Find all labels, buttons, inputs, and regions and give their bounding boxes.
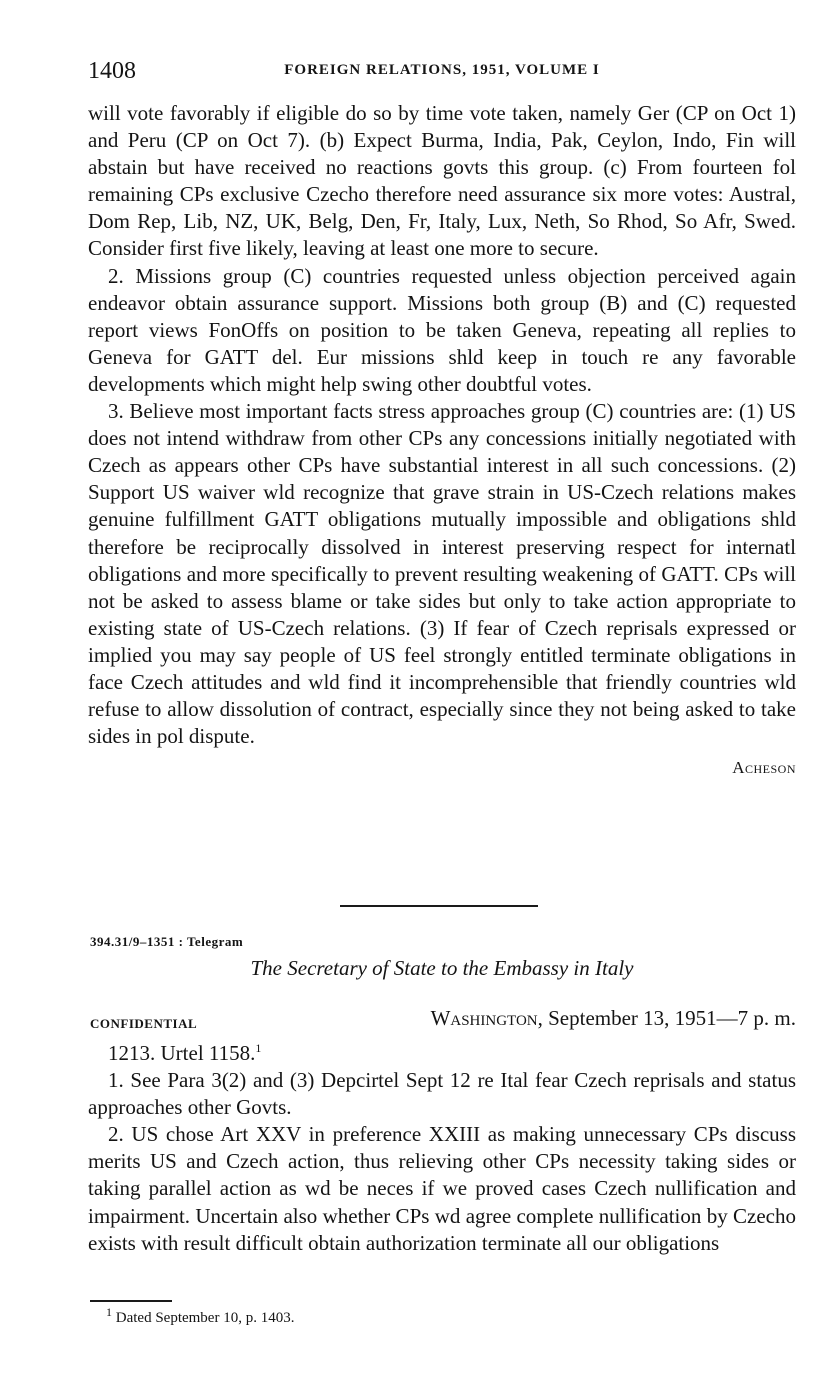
signature: Acheson <box>732 758 796 778</box>
section-divider <box>340 905 538 907</box>
opening-text: 1213. Urtel 1158. <box>108 1041 256 1065</box>
classification-label: CONFIDENTIAL <box>90 1016 198 1031</box>
dateline <box>431 1006 796 1031</box>
running-head: FOREIGN RELATIONS, 1951, VOLUME I <box>284 62 600 78</box>
footnote-divider <box>90 1300 172 1302</box>
page-header <box>88 58 796 94</box>
paragraph-3: 3. Believe most important facts stress approaches group (C) countries are: (1) US does not intend withdraw from other CPs any concessions initially negotiated with Czech as appears other CPs have substantial interest in all such concessions. (2) Support US waiver wld recognize that grave strain in US-Czech relations makes genuine fulfillment GATT obligations mutually impossible and obligations shld therefore be reciprocally dissolved in interest preserving respect for internatl obligations and more specifically to prevent resulting weakening of GATT. CPs will not be asked to assess blame or take sides but only to take action appropriate to existing state of US-Czech relations. (3) If fear of Czech reprisals expressed or implied you may say people of US feel strongly entitled terminate obligations in face Czech attitudes and wld find it incomprehensible that friendly countries wld refuse to allow dissolution of contract, especially since they not being asked to take sides in pol dispute. <box>88 399 796 749</box>
paragraph-continued: will vote favorably if eligible do so by time vote taken, namely Ger (CP on Oct 1) and Peru (CP on Oct 7). (b) Expect Burma, India, Pak, Ceylon, Indo, Fin will abstain but have received no reactions govts this group. (c) From fourteen fol remaining CPs exclusive Czecho therefore need assurance six more votes: Austral, Dom Rep, Lib, NZ, UK, Belg, Den, Fr, Italy, Lux, Neth, So Rhod, So Afr, Swed. Consider first five likely, leaving at least one more to secure. <box>88 101 796 261</box>
paragraph-2: 2. Missions group (C) countries requested unless objection perceived again endeavor obtain assurance support. Missions both group (B) and (C) requested report views FonOffs on position to be taken Geneva, repeating all replies to Geneva for GATT del. Eur missions shld keep in touch re any favorable developments which might help swing other doubtful votes. <box>88 263 796 396</box>
document-title: The Secretary of State to the Embassy in Italy <box>250 956 634 980</box>
footnote-text: Dated September 10, p. 1403. <box>115 1310 295 1326</box>
footnote-marker: 1 <box>106 1305 112 1319</box>
footnote-reference: 1 <box>255 1041 262 1055</box>
footnote <box>106 1305 295 1327</box>
telegram-paragraph-1: 1. See Para 3(2) and (3) Depcirtel Sept 12 re Ital fear Czech reprisals and status approaches other Govts. <box>88 1068 796 1120</box>
dateline-place: Washington, <box>430 1006 543 1030</box>
telegram-paragraph-2: 2. US chose Art XXV in preference XXIII as making unnecessary CPs discuss merits US and Czech action, thus relieving other CPs necessity taking sides or taking parallel action as wd be neces if we proved cases Czech nullification and impairment. Uncertain also whether CPs wd agree complete nullification by Czecho exists with result difficult obtain authorization terminate all our obligations <box>88 1122 796 1255</box>
page-number: 1408 <box>88 58 136 84</box>
telegram-opening <box>88 1040 796 1067</box>
section-1-body <box>88 100 796 781</box>
dateline-date: September 13, 1951—7 p. m. <box>548 1006 796 1030</box>
section-2-body <box>88 1040 796 1257</box>
file-reference: 394.31/9–1351 : Telegram <box>90 934 244 949</box>
